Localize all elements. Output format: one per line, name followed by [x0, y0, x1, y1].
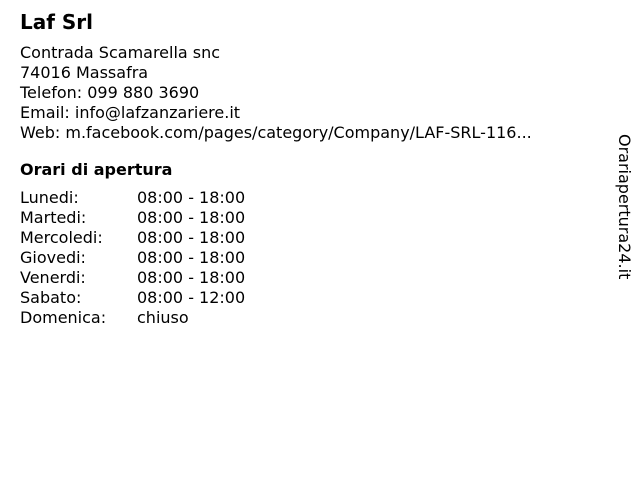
time-range: 08:00 - 18:00: [137, 188, 246, 207]
hours-row: [20, 268, 600, 288]
day-label: Martedi:: [20, 208, 87, 227]
day-label: Lunedi:: [20, 188, 79, 207]
opening-hours-title: Orari di apertura: [20, 160, 173, 179]
hours-row: [20, 288, 600, 308]
time-range: 08:00 - 12:00: [137, 288, 246, 307]
address-city: 74016 Massafra: [20, 63, 149, 82]
day-label: Sabato:: [20, 288, 82, 307]
business-card: [20, 10, 600, 328]
web-line: Web: m.facebook.com/pages/category/Company/LAF-SRL-116...: [20, 123, 532, 142]
hours-row: [20, 248, 600, 268]
hours-row: [20, 308, 600, 328]
day-label: Mercoledi:: [20, 228, 103, 247]
day-label: Domenica:: [20, 308, 107, 327]
time-range: 08:00 - 18:00: [137, 268, 246, 287]
contact-info: [20, 43, 600, 143]
phone-line: Telefon: 099 880 3690: [20, 83, 200, 102]
time-range: chiuso: [137, 308, 189, 327]
time-range: 08:00 - 18:00: [137, 248, 246, 267]
hours-row: [20, 208, 600, 228]
business-name: Laf Srl: [20, 10, 94, 34]
hours-row: [20, 188, 600, 208]
time-range: 08:00 - 18:00: [137, 208, 246, 227]
time-range: 08:00 - 18:00: [137, 228, 246, 247]
site-watermark-label: Orariapertura24.it: [615, 134, 634, 280]
address-street: Contrada Scamarella snc: [20, 43, 221, 62]
email-line: Email: info@lafzanzariere.it: [20, 103, 241, 122]
day-label: Giovedi:: [20, 248, 86, 267]
opening-hours-table: [20, 188, 600, 328]
hours-row: [20, 228, 600, 248]
day-label: Venerdi:: [20, 268, 86, 287]
